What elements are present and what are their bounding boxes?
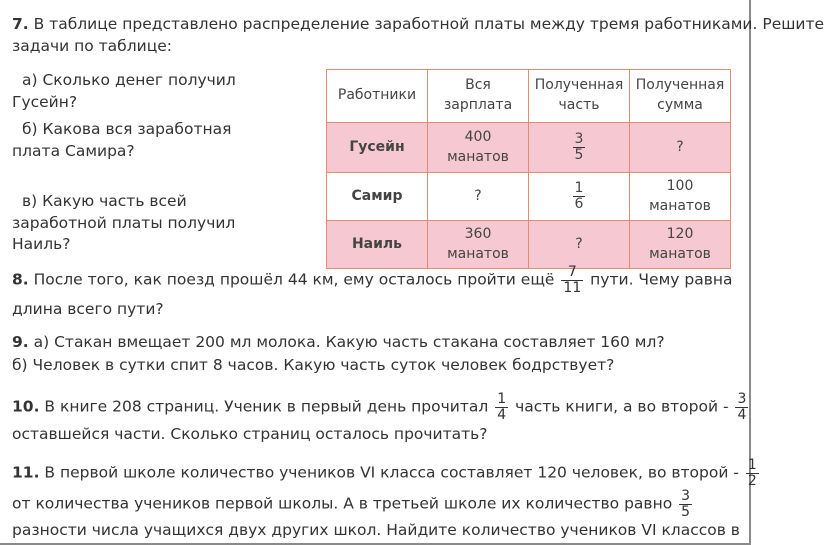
task11-line3: разности числа учащихся двух других школ. Найдите количество учеников VI классов в bbox=[12, 521, 740, 539]
fraction bbox=[561, 265, 583, 295]
header-received-sum: Полученная сумма bbox=[630, 70, 731, 123]
task8-text-a: После того, как поезд прошёл 44 км, ему осталось пройти ещё bbox=[28, 270, 555, 289]
fraction-numerator: 3 bbox=[681, 488, 691, 504]
table-row bbox=[327, 123, 731, 173]
fraction-numerator: 3 bbox=[737, 391, 747, 407]
task7-line2: задачи по таблице: bbox=[12, 37, 173, 55]
task9-text-a: а) Стакан вмещает 200 мл молока. Какую часть стакана составляет 160 мл? bbox=[28, 333, 665, 351]
cell-part bbox=[529, 123, 630, 173]
task9-number: 9. bbox=[12, 333, 29, 351]
fraction bbox=[573, 132, 586, 162]
fraction-numerator: 3 bbox=[574, 131, 584, 148]
task9-line1 bbox=[12, 332, 737, 354]
task10-line2: оставшейся части. Сколько страниц осталось прочитать? bbox=[12, 425, 488, 443]
fraction-numerator: 1 bbox=[574, 180, 584, 197]
header-total-salary: Вся зарплата bbox=[428, 70, 529, 123]
header-received-part: Полученная часть bbox=[529, 70, 630, 123]
task10-text-b: часть книги, а во второй - bbox=[515, 397, 729, 416]
cell-sum: 120 манатов bbox=[630, 221, 731, 269]
task11-text-a: В первой школе количество учеников VI класса составляет 120 человек, во второй - bbox=[39, 463, 739, 482]
task9-line2: б) Человек в сутки спит 8 часов. Какую часть суток человек бодрствует? bbox=[12, 356, 615, 374]
task10-text-a: В книге 208 страниц. Ученик в первый день прочитал bbox=[39, 397, 489, 416]
cell-name: Гусейн bbox=[327, 123, 428, 173]
cell-total: ? bbox=[428, 173, 529, 221]
fraction-denominator: 4 bbox=[497, 406, 507, 423]
question-c: в) Какую часть всей заработной платы получил Наиль? bbox=[12, 192, 236, 254]
table-row bbox=[327, 173, 731, 221]
task8-text-b: пути. Чему равна bbox=[590, 270, 733, 289]
cell-part: ? bbox=[529, 221, 630, 269]
cell-total: 360 манатов bbox=[428, 221, 529, 269]
fraction bbox=[679, 489, 692, 519]
task7-number: 7. bbox=[12, 15, 29, 33]
task11-number: 11. bbox=[12, 463, 40, 482]
task7-text1: В таблице представлено распределение заработной платы между тремя работниками. Решите bbox=[28, 15, 824, 33]
task11-text-b: от количества учеников первой школы. А в третьей школе их количество равно bbox=[12, 494, 673, 513]
fraction-denominator: 6 bbox=[574, 196, 584, 213]
cell-part bbox=[529, 173, 630, 221]
cell-sum: ? bbox=[630, 123, 731, 173]
task10-line1 bbox=[12, 391, 747, 423]
table-header-row bbox=[327, 70, 731, 123]
fraction-denominator: 11 bbox=[563, 279, 582, 296]
fraction bbox=[573, 181, 586, 211]
cell-name: Наиль bbox=[327, 221, 428, 269]
fraction-numerator: 7 bbox=[561, 265, 583, 281]
task8-number: 8. bbox=[12, 270, 29, 289]
fraction-denominator: 2 bbox=[747, 472, 757, 489]
task11-line2 bbox=[12, 489, 737, 519]
fraction-denominator: 5 bbox=[574, 147, 584, 163]
cell-name: Самир bbox=[327, 173, 428, 221]
fraction-denominator: 4 bbox=[737, 406, 747, 423]
cell-sum: 100 манатов bbox=[630, 173, 731, 221]
table-row bbox=[327, 221, 731, 269]
question-a: а) Сколько денег получил Гусейн? bbox=[12, 71, 236, 111]
fraction bbox=[735, 392, 748, 422]
task7-line1 bbox=[12, 14, 824, 36]
task11-line1 bbox=[12, 457, 757, 489]
fraction bbox=[495, 392, 508, 422]
salary-table bbox=[326, 69, 731, 269]
question-b: б) Какова вся заработная плата Самира? bbox=[12, 120, 232, 160]
cell-total: 400 манатов bbox=[428, 123, 529, 173]
fraction-numerator: 1 bbox=[497, 391, 507, 407]
fraction-numerator: 1 bbox=[747, 457, 757, 473]
fraction bbox=[746, 458, 759, 488]
header-workers: Работники bbox=[327, 70, 428, 123]
task8-line1 bbox=[12, 265, 737, 295]
task8-line2: длина всего пути? bbox=[12, 300, 164, 318]
fraction-denominator: 5 bbox=[681, 503, 691, 520]
task10-number: 10. bbox=[12, 397, 40, 416]
